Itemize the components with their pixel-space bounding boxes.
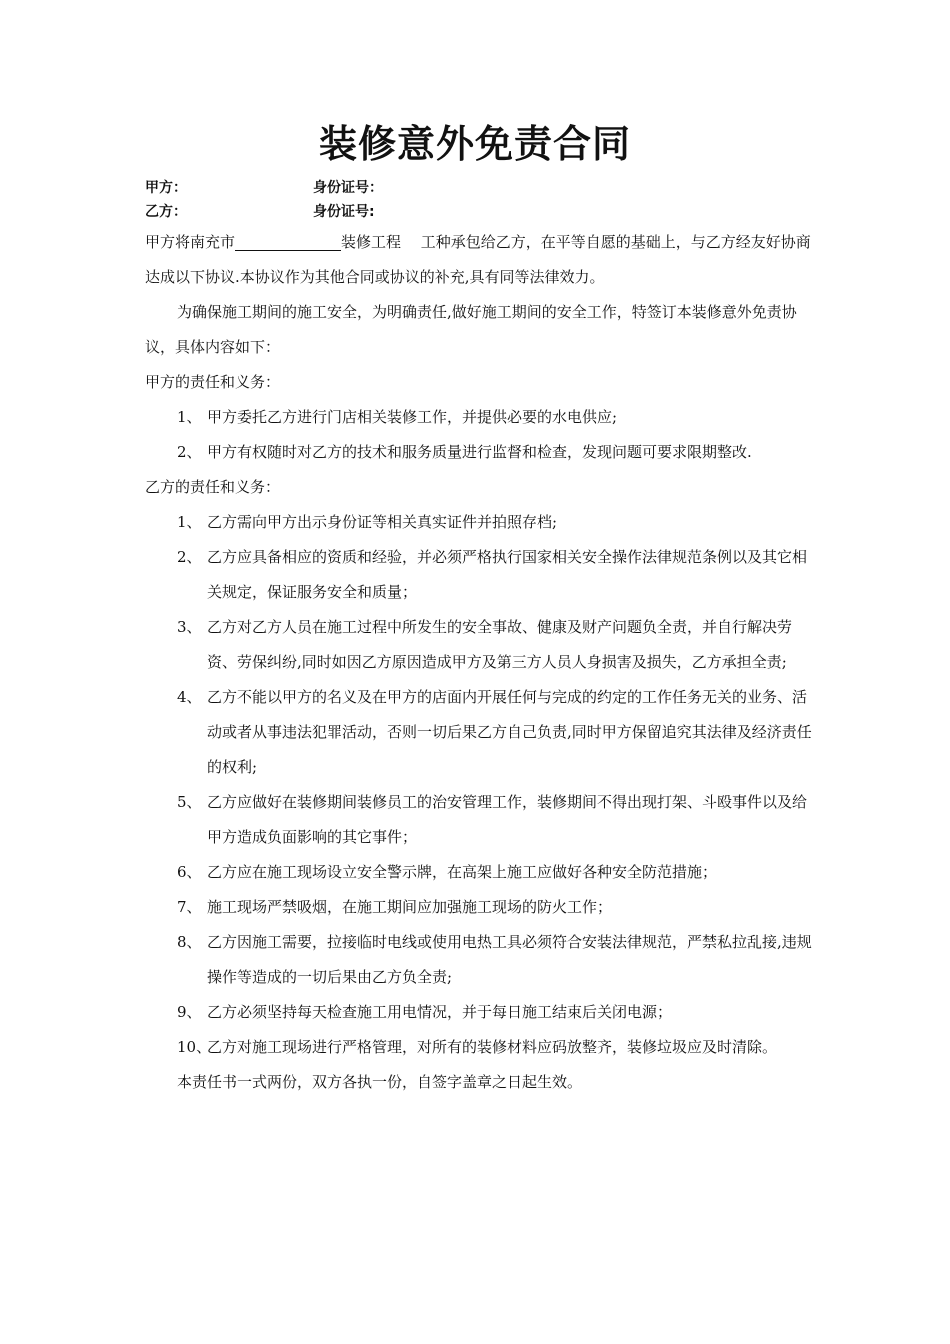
list-item-text: 乙方需向甲方出示身份证等相关真实证件并拍照存档; (207, 513, 558, 531)
list-item-text: 乙方必须坚持每天检查施工用电情况，并于每日施工结束后关闭电源； (207, 1003, 673, 1021)
party-a-row (145, 178, 383, 198)
list-item-text: 乙方应在施工现场设立安全警示牌，在高架上施工应做好各种安全防范措施； (207, 863, 718, 881)
intro-before-blank: 甲方将南充市 (145, 233, 236, 251)
list-item-text: 乙方应做好在装修期间装修员工的治安管理工作，装修期间不得出现打架、斗殴事件以及给甲方造成负面影响的其它事件； (207, 793, 808, 846)
intro-paragraph (145, 225, 815, 295)
intro-after-blank: 装修工程 工种承包给乙方，在平等自愿的基础上，与乙方经友好协商达成以下协议.本协议作为其他合同或协议的补充,具有同等法律效力。 (145, 233, 811, 286)
party-b-duties-list (145, 505, 815, 1065)
list-item (145, 435, 815, 470)
party-b-row (145, 202, 375, 222)
list-item (145, 1030, 815, 1065)
list-item-number: 10、 (177, 1038, 212, 1056)
list-item (145, 785, 815, 855)
fill-in-blank (235, 232, 341, 251)
list-item-text: 乙方因施工需要，拉接临时电线或使用电热工具必须符合安装法律规范，严禁私拉乱接,违规操作等造成的一切后果由乙方负全责; (207, 933, 812, 986)
list-item (145, 400, 815, 435)
party-b-label: 乙方： (145, 204, 187, 220)
list-item (145, 995, 815, 1030)
party-a-label: 甲方： (145, 180, 187, 196)
list-item (145, 610, 815, 680)
list-item (145, 505, 815, 540)
list-item-number: 1、 (177, 513, 202, 531)
list-item-text: 乙方对施工现场进行严格管理，对所有的装修材料应码放整齐，装修垃圾应及时清除。 (207, 1038, 778, 1056)
list-item (145, 855, 815, 890)
list-item-text: 甲方委托乙方进行门店相关装修工作，并提供必要的水电供应; (207, 408, 618, 426)
list-item-number: 2、 (177, 443, 202, 461)
closing-paragraph: 本责任书一式两份，双方各执一份，自签字盖章之日起生效。 (177, 1073, 583, 1091)
party-a-id-label: 身份证号： (313, 180, 383, 196)
list-item-number: 4、 (177, 688, 202, 706)
list-item-text: 乙方对乙方人员在施工过程中所发生的安全事故、健康及财产问题负全责，并自行解决劳资、劳保纠纷,同时如因乙方原因造成甲方及第三方人员人身损害及损失，乙方承担全责; (207, 618, 793, 671)
list-item (145, 540, 815, 610)
party-b-id-label: 身份证号: (313, 204, 375, 220)
list-item-number: 9、 (177, 1003, 202, 1021)
list-item (145, 925, 815, 995)
list-item (145, 680, 815, 785)
party-b-duties-heading: 乙方的责任和义务： (145, 478, 281, 496)
document-title: 装修意外免责合同 (318, 122, 631, 166)
list-item (145, 890, 815, 925)
list-item-number: 1、 (177, 408, 202, 426)
list-item-number: 3、 (177, 618, 202, 636)
party-a-duties-list (145, 400, 815, 470)
list-item-number: 2、 (177, 548, 202, 566)
list-item-number: 8、 (177, 933, 202, 951)
list-item-text: 乙方不能以甲方的名义及在甲方的店面内开展任何与完成的约定的工作任务无关的业务、活动或者从事违法犯罪活动，否则一切后果乙方自己负责,同时甲方保留追究其法律及经济责任的权利; (207, 688, 812, 776)
list-item-text: 施工现场严禁吸烟，在施工期间应加强施工现场的防火工作； (207, 898, 613, 916)
contract-body (145, 225, 815, 1100)
list-item-number: 7、 (177, 898, 202, 916)
party-a-duties-heading: 甲方的责任和义务： (145, 373, 281, 391)
list-item-text: 甲方有权随时对乙方的技术和服务质量进行监督和检查，发现问题可要求限期整改. (207, 443, 752, 461)
list-item-text: 乙方应具备相应的资质和经验，并必须严格执行国家相关安全操作法律规范条例以及其它相关规定，保证服务安全和质量； (207, 548, 808, 601)
list-item-number: 6、 (177, 863, 202, 881)
purpose-paragraph: 为确保施工期间的施工安全，为明确责任,做好施工期间的安全工作，特签订本装修意外免责协议，具体内容如下： (145, 303, 797, 356)
list-item-number: 5、 (177, 793, 202, 811)
